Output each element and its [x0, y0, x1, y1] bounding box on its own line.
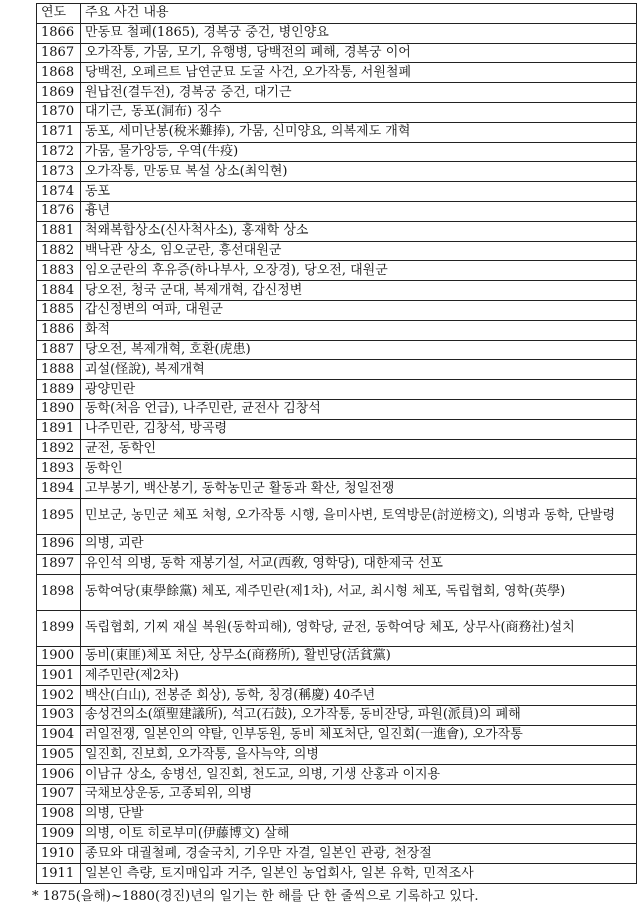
events-cell: 일진회, 진보회, 오가작통, 을사늑약, 의병 [81, 745, 637, 765]
header-events: 주요 사건 내용 [81, 4, 637, 24]
table-body [37, 23, 637, 883]
events-cell: 제주민란(제2차) [81, 666, 637, 686]
table-row [37, 83, 637, 103]
year-cell: 1909 [37, 824, 81, 844]
events-cell: 갑신정변의 여파, 대원군 [81, 300, 637, 320]
table-row [37, 534, 637, 554]
year-cell: 1888 [37, 360, 81, 380]
table-row [37, 340, 637, 360]
year-cell: 1872 [37, 142, 81, 162]
year-cell: 1907 [37, 785, 81, 805]
events-cell: 러일전쟁, 일본인의 약탈, 인부동원, 동비 체포처단, 일진회(一進會), 오가작통 [81, 725, 637, 745]
events-cell: 척왜복합상소(신사척사소), 홍재학 상소 [81, 221, 637, 241]
year-cell: 1901 [37, 666, 81, 686]
table-row [37, 554, 637, 574]
year-cell: 1899 [37, 610, 81, 646]
table-header-row [37, 4, 637, 24]
events-cell: 독립협회, 기찌 재실 복원(동학피해), 영학당, 균전, 동학여당 체포, 상무사(商務社)설치 [81, 610, 637, 646]
table-row [37, 360, 637, 380]
events-cell: 동포, 세미난봉(稅米難捧), 가뭄, 신미양요, 의복제도 개혁 [81, 122, 637, 142]
events-cell: 종묘와 대궐철폐, 경술국치, 기우만 자결, 일본인 관광, 천장절 [81, 844, 637, 864]
events-cell: 광양민란 [81, 380, 637, 400]
events-cell: 동학여당(東學餘黨) 체포, 제주민란(제1차), 서교, 최시형 체포, 독립협회, 영학(英學) [81, 574, 637, 610]
year-cell: 1896 [37, 534, 81, 554]
table-row [37, 804, 637, 824]
table-row [37, 725, 637, 745]
year-cell: 1911 [37, 864, 81, 884]
events-cell: 국채보상운동, 고종퇴위, 의병 [81, 785, 637, 805]
year-cell: 1895 [37, 498, 81, 534]
table-row [37, 43, 637, 63]
events-cell: 괴설(怪說), 복제개혁 [81, 360, 637, 380]
year-cell: 1908 [37, 804, 81, 824]
table-row [37, 162, 637, 182]
year-cell: 1866 [37, 23, 81, 43]
table-row [37, 745, 637, 765]
events-cell: 당오전, 복제개혁, 호환(虎患) [81, 340, 637, 360]
events-cell: 임오군란의 후유증(하나부사, 오장경), 당오전, 대원군 [81, 261, 637, 281]
year-cell: 1891 [37, 419, 81, 439]
events-cell: 오가작통, 만동묘 복설 상소(최익현) [81, 162, 637, 182]
table-row [37, 824, 637, 844]
events-cell: 동학인 [81, 459, 637, 479]
events-cell: 동학(처음 언급), 나주민란, 균전사 김창석 [81, 399, 637, 419]
table-row [37, 300, 637, 320]
events-cell: 오가작통, 가뭄, 모기, 유행병, 당백전의 폐해, 경복궁 이어 [81, 43, 637, 63]
events-cell: 가뭄, 물가앙등, 우역(牛疫) [81, 142, 637, 162]
table-row [37, 241, 637, 261]
year-cell: 1887 [37, 340, 81, 360]
events-cell: 당오전, 청국 군대, 복제개혁, 갑신정변 [81, 281, 637, 301]
table-row [37, 201, 637, 221]
year-cell: 1885 [37, 300, 81, 320]
year-cell: 1892 [37, 439, 81, 459]
year-cell: 1873 [37, 162, 81, 182]
year-cell: 1867 [37, 43, 81, 63]
table-row [37, 281, 637, 301]
year-cell: 1868 [37, 63, 81, 83]
table-row [37, 705, 637, 725]
table-row [37, 261, 637, 281]
events-cell: 백낙관 상소, 임오군란, 흥선대원군 [81, 241, 637, 261]
table-row [37, 479, 637, 499]
events-cell: 동포 [81, 182, 637, 202]
table-row [37, 142, 637, 162]
events-cell: 원납전(결두전), 경복궁 중건, 대기근 [81, 83, 637, 103]
table-row [37, 221, 637, 241]
events-cell: 송성건의소(頌聖建議所), 석고(石鼓), 오가작통, 동비잔당, 파원(派員)의 폐해 [81, 705, 637, 725]
year-cell: 1898 [37, 574, 81, 610]
year-cell: 1870 [37, 102, 81, 122]
table-row [37, 122, 637, 142]
document-page [32, 3, 636, 904]
events-cell: 민보군, 농민군 체포 처형, 오가작통 시행, 을미사변, 토역방문(討逆榜文), 의병과 동학, 단발령 [81, 498, 637, 534]
events-cell: 나주민란, 김창석, 방곡령 [81, 419, 637, 439]
events-cell: 만동묘 철폐(1865), 경복궁 중건, 병인양요 [81, 23, 637, 43]
events-cell: 의병, 이토 히로부미(伊藤博文) 살해 [81, 824, 637, 844]
table-row [37, 23, 637, 43]
year-cell: 1893 [37, 459, 81, 479]
events-cell: 균전, 동학인 [81, 439, 637, 459]
table-row [37, 102, 637, 122]
table-row [37, 320, 637, 340]
year-cell: 1889 [37, 380, 81, 400]
events-cell: 대기근, 동포(洞布) 징수 [81, 102, 637, 122]
table-row [37, 785, 637, 805]
year-cell: 1874 [37, 182, 81, 202]
table-row [37, 844, 637, 864]
table-row [37, 765, 637, 785]
events-cell: 동비(東匪)체포 처단, 상무소(商務所), 활빈당(活貧黨) [81, 646, 637, 666]
year-cell: 1904 [37, 725, 81, 745]
year-cell: 1900 [37, 646, 81, 666]
footnote: * 1875(을해)~1880(경진)년의 일기는 한 해를 단 한 줄씩으로 기록하고 있다. [32, 889, 479, 904]
events-cell: 백산(白山), 전봉준 회상), 동학, 칭경(稱慶) 40주년 [81, 686, 637, 706]
table-row [37, 666, 637, 686]
table-row [37, 574, 637, 610]
year-cell: 1906 [37, 765, 81, 785]
table-row [37, 686, 637, 706]
year-cell: 1884 [37, 281, 81, 301]
table-row [37, 646, 637, 666]
year-cell: 1886 [37, 320, 81, 340]
events-cell: 당백전, 오페르트 남연군묘 도굴 사건, 오가작통, 서원철폐 [81, 63, 637, 83]
year-cell: 1905 [37, 745, 81, 765]
table-row [37, 459, 637, 479]
events-cell: 의병, 단발 [81, 804, 637, 824]
events-cell: 고부봉기, 백산봉기, 동학농민군 활동과 확산, 청일전쟁 [81, 479, 637, 499]
year-cell: 1910 [37, 844, 81, 864]
year-cell: 1883 [37, 261, 81, 281]
year-cell: 1903 [37, 705, 81, 725]
table-row [37, 399, 637, 419]
year-cell: 1869 [37, 83, 81, 103]
table-row [37, 419, 637, 439]
table-row [37, 439, 637, 459]
year-cell: 1894 [37, 479, 81, 499]
table-row [37, 610, 637, 646]
table-row [37, 63, 637, 83]
table-row [37, 182, 637, 202]
events-cell: 의병, 괴란 [81, 534, 637, 554]
year-cell: 1902 [37, 686, 81, 706]
events-cell: 흉년 [81, 201, 637, 221]
events-cell: 이남규 상소, 송병선, 일진회, 천도교, 의병, 기생 산홍과 이지용 [81, 765, 637, 785]
events-table [36, 3, 637, 884]
year-cell: 1876 [37, 201, 81, 221]
year-cell: 1890 [37, 399, 81, 419]
header-year: 연도 [37, 4, 81, 24]
year-cell: 1897 [37, 554, 81, 574]
events-cell: 화적 [81, 320, 637, 340]
year-cell: 1882 [37, 241, 81, 261]
year-cell: 1871 [37, 122, 81, 142]
table-row [37, 498, 637, 534]
table-row [37, 380, 637, 400]
events-cell: 일본인 측량, 토지매입과 거주, 일본인 농업회사, 일본 유학, 민적조사 [81, 864, 637, 884]
events-cell: 유인석 의병, 동학 재봉기설, 서교(西敎, 영학당), 대한제국 선포 [81, 554, 637, 574]
year-cell: 1881 [37, 221, 81, 241]
